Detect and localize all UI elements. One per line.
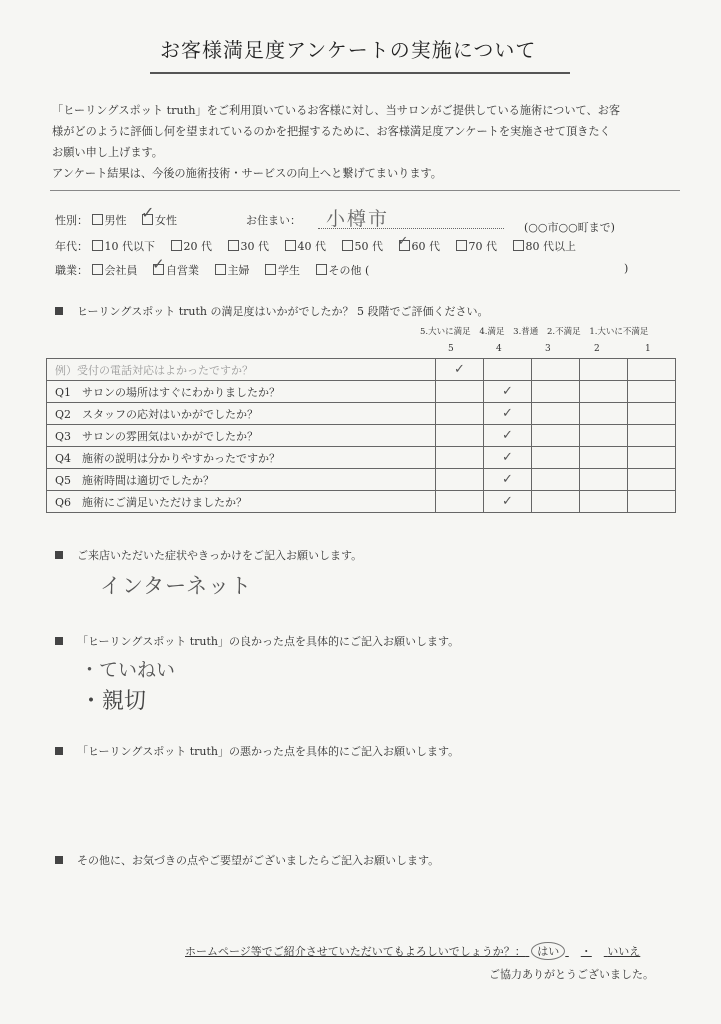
reason-answer[interactable]: インターネット: [100, 574, 253, 598]
question-row: [47, 425, 676, 447]
score-cell-2[interactable]: [580, 491, 628, 513]
question-text: Q1 サロンの場所はすぐにわかりましたか？: [47, 381, 436, 403]
intro-line: 「ヒーリングスポット truth」をご利用頂いているお客様に対し、当サロンがご提供している施術について、お客: [52, 104, 621, 117]
occupation-option[interactable]: 学生: [265, 262, 300, 278]
publish-question: ホームページ等でご紹介させていただいてもよろしいでしょうか？：: [185, 945, 526, 958]
checkbox[interactable]: [456, 240, 467, 251]
scale-label: 5.大いに満足: [420, 327, 471, 337]
age-option[interactable]: 50 代: [342, 238, 384, 254]
score-cell-1[interactable]: [628, 403, 676, 425]
score-cell-5[interactable]: [436, 469, 484, 491]
age-label: 年代：: [55, 240, 88, 253]
score-cell-3[interactable]: [532, 381, 580, 403]
address-field-line: [318, 228, 504, 229]
check-mark: ✓: [502, 384, 513, 399]
question-row: [47, 381, 676, 403]
check-mark: ✓: [141, 203, 155, 222]
age-option[interactable]: 40 代: [285, 238, 327, 254]
score-cell-3[interactable]: [532, 447, 580, 469]
check-mark: ✓: [502, 472, 513, 487]
score-cell-3[interactable]: [532, 469, 580, 491]
bullet-square-icon: [55, 551, 63, 559]
checkbox[interactable]: [513, 240, 524, 251]
score-cell-3[interactable]: [532, 403, 580, 425]
score-cell-1[interactable]: [628, 447, 676, 469]
question-row: [47, 403, 676, 425]
bullet-square-icon: [55, 856, 63, 864]
score-cell-1[interactable]: [628, 381, 676, 403]
age-row: [55, 234, 588, 254]
intro-line: 様がどのように評価し何を望まれているのかを把握するために、お客様満足度アンケートを実施させて頂きたく: [52, 125, 611, 138]
checkbox[interactable]: [92, 240, 103, 251]
gender-option-male[interactable]: 男性: [92, 212, 127, 228]
checkbox[interactable]: [171, 240, 182, 251]
age-option[interactable]: 80 代以上: [513, 238, 577, 254]
score-cell-4[interactable]: [484, 425, 532, 447]
check-mark: ✓: [502, 494, 513, 509]
age-option[interactable]: 30 代: [228, 238, 270, 254]
question-text: 例）受付の電話対応はよかったですか？: [47, 359, 436, 381]
score-number: 5: [448, 344, 454, 354]
scale-label: 4.満足: [479, 327, 505, 337]
score-cell-3[interactable]: [532, 425, 580, 447]
question-text: Q3 サロンの雰囲気はいかがでしたか？: [47, 425, 436, 447]
age-option[interactable]: 20 代: [171, 238, 213, 254]
check-mark: ✓: [397, 234, 409, 249]
scale-legend: [420, 325, 648, 337]
score-cell-5[interactable]: [436, 447, 484, 469]
checkbox[interactable]: [285, 240, 296, 251]
score-cell-1[interactable]: [628, 359, 676, 381]
checkbox[interactable]: [342, 240, 353, 251]
question-text: Q6 施術にご満足いただけましたか？: [47, 491, 436, 513]
page-title: お客様満足度アンケートの実施について: [160, 38, 537, 62]
publish-no-option[interactable]: いいえ: [607, 945, 641, 958]
occupation-row: [55, 255, 381, 278]
bullet-square-icon: [55, 307, 63, 315]
gender-option-female[interactable]: 女性 ✓: [141, 203, 177, 227]
good-answer-2[interactable]: ・親切: [80, 689, 147, 714]
good-answer-1[interactable]: ・ていねい: [80, 659, 176, 681]
score-cell-1[interactable]: [628, 491, 676, 513]
bullet-square-icon: [55, 747, 63, 755]
score-cell-4[interactable]: [484, 469, 532, 491]
score-cell-5[interactable]: [436, 491, 484, 513]
check-mark: ✓: [502, 450, 513, 465]
question-text: Q5 施術時間は適切でしたか？: [47, 469, 436, 491]
checkbox[interactable]: [92, 264, 103, 275]
occupation-option[interactable]: 主婦: [215, 262, 250, 278]
score-cell-4[interactable]: [484, 359, 532, 381]
occupation-close-paren: ): [624, 262, 629, 275]
score-cell-1[interactable]: [628, 469, 676, 491]
score-cell-2[interactable]: [580, 425, 628, 447]
other-heading: その他に、お気づきの点やご要望がございましたらご記入お願いします。: [55, 852, 439, 868]
checkbox[interactable]: [215, 264, 226, 275]
score-cell-4[interactable]: [484, 491, 532, 513]
checkbox[interactable]: [92, 214, 103, 225]
score-cell-5[interactable]: [436, 425, 484, 447]
score-cell-5[interactable]: [436, 359, 484, 381]
intro-text: [52, 100, 692, 184]
score-cell-3[interactable]: [532, 359, 580, 381]
score-number: 1: [645, 344, 651, 354]
score-number: 3: [545, 344, 551, 354]
score-number: 4: [496, 344, 502, 354]
age-option[interactable]: 70 代: [456, 238, 498, 254]
thanks-text: ご協力ありがとうございました。: [489, 968, 654, 981]
score-cell-2[interactable]: [580, 381, 628, 403]
scale-label: 3.普通: [513, 327, 539, 337]
score-cell-2[interactable]: [580, 469, 628, 491]
question-row: [47, 469, 676, 491]
question-row: [47, 447, 676, 469]
score-cell-5[interactable]: [436, 381, 484, 403]
score-cell-4[interactable]: [484, 447, 532, 469]
question-text: Q2 スタッフの応対はいかがでしたか？: [47, 403, 436, 425]
occupation-option-other[interactable]: その他 (: [316, 262, 370, 278]
separator: ・: [580, 945, 592, 958]
age-option-selected[interactable]: 60 代 ✓: [397, 234, 440, 253]
age-option[interactable]: 10 代以下: [92, 238, 156, 254]
gender-label: 性別：: [55, 214, 88, 227]
score-cell-4[interactable]: [484, 381, 532, 403]
title-underline: [150, 72, 570, 74]
occupation-option-selected[interactable]: 自営業 ✓: [152, 255, 199, 277]
check-mark: ✓: [152, 255, 165, 273]
divider: [50, 190, 680, 191]
occupation-label: 職業：: [55, 264, 88, 277]
intro-line: アンケート結果は、今後の施術技術・サービスの向上へと繋げてまいります。: [52, 167, 442, 180]
address-value[interactable]: 小樽市: [326, 208, 390, 230]
checkbox[interactable]: [228, 240, 239, 251]
good-points-heading: 「ヒーリングスポット truth」の良かった点を具体的にご記入お願いします。: [55, 633, 459, 649]
score-cell-4[interactable]: [484, 403, 532, 425]
checkbox[interactable]: [316, 264, 327, 275]
question-row: [47, 491, 676, 513]
address-hint: (○○市○○町まで): [524, 221, 615, 234]
satisfaction-table: [46, 358, 676, 513]
check-mark: ✓: [502, 406, 513, 421]
address-label: お住まい：: [246, 214, 301, 227]
gender-row: [55, 203, 189, 228]
score-cell-2[interactable]: [580, 447, 628, 469]
score-number: 2: [594, 344, 600, 354]
publish-permission-row: [185, 942, 640, 960]
score-cell-3[interactable]: [532, 491, 580, 513]
satisfaction-heading: ヒーリングスポット truth の満足度はいかがでしたか？ 5 段階でご評価ください。: [55, 303, 488, 319]
check-mark: ✓: [502, 428, 513, 443]
publish-yes-option[interactable]: はい: [531, 942, 565, 960]
example-row: [47, 359, 676, 381]
reason-heading: ご来店いただいた症状やきっかけをご記入お願いします。: [55, 547, 362, 563]
score-cell-2[interactable]: [580, 403, 628, 425]
score-cell-2[interactable]: [580, 359, 628, 381]
check-mark: ✓: [454, 362, 465, 377]
question-text: Q4 施術の説明は分かりやすかったですか？: [47, 447, 436, 469]
occupation-option[interactable]: 会社員: [92, 262, 138, 278]
checkbox[interactable]: [265, 264, 276, 275]
score-cell-5[interactable]: [436, 403, 484, 425]
intro-line: お願い申し上げます。: [52, 146, 163, 159]
bad-points-heading: 「ヒーリングスポット truth」の悪かった点を具体的にご記入お願いします。: [55, 743, 459, 759]
bullet-square-icon: [55, 637, 63, 645]
scale-label: 2.不満足: [546, 327, 581, 337]
scale-label: 1.大いに不満足: [589, 327, 649, 337]
score-cell-1[interactable]: [628, 425, 676, 447]
